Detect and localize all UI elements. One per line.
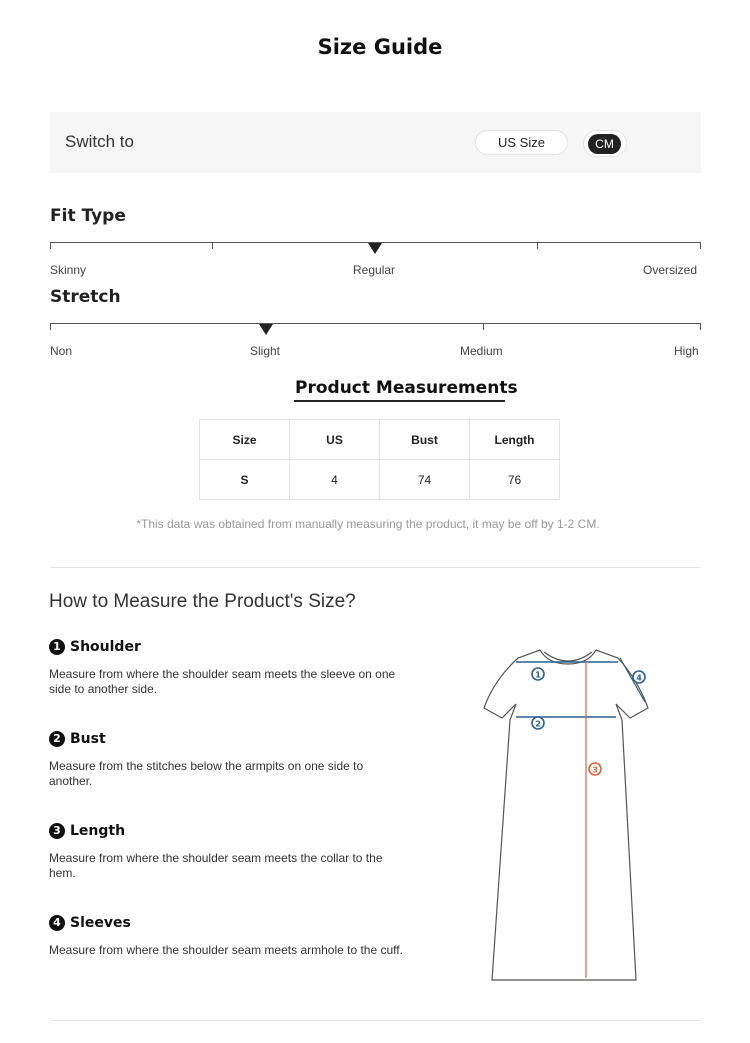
us-size-button[interactable]: US Size (475, 130, 568, 155)
step-4-number-icon: 4 (49, 915, 65, 931)
fit-label-skinny: Skinny (50, 263, 87, 277)
header-cell-bust: Bust (380, 420, 470, 460)
how-to-title: How to Measure the Product's Size? (49, 591, 356, 612)
step-description: Measure from the stitches below the armpits on one side to another. (49, 759, 364, 788)
cm-button-wrapper[interactable] (583, 130, 627, 157)
header-cell-us: US (290, 420, 380, 460)
stretch-heading: Stretch (50, 287, 121, 307)
switch-label: Switch to (65, 132, 134, 151)
cell-length: 76 (470, 460, 560, 500)
stretch-label-non: Non (50, 344, 73, 358)
measurements-table (199, 419, 560, 500)
divider-bottom (50, 1020, 701, 1021)
fit-type-marker-icon (368, 243, 382, 254)
table-row (200, 460, 560, 500)
fit-type-heading: Fit Type (50, 206, 126, 226)
product-measurements-title: Product Measurements (295, 378, 518, 398)
marker-label: 2 (535, 719, 541, 729)
step-name: Length (70, 823, 126, 839)
stretch-scale (50, 323, 701, 333)
cm-button[interactable]: CM (588, 134, 621, 154)
dress-measurement-diagram (478, 640, 658, 985)
marker-label: 3 (592, 765, 598, 775)
cell-size: S (200, 460, 290, 500)
unit-switch-bar (50, 112, 701, 173)
header-cell-length: Length (470, 420, 560, 460)
step-description: Measure from where the shoulder seam meets armhole to the cuff. (49, 943, 403, 957)
fit-label-regular: Regular (353, 263, 396, 277)
marker-label: 1 (535, 670, 541, 680)
step-name: Shoulder (70, 639, 141, 655)
step-name: Sleeves (70, 915, 131, 931)
dress-outline (484, 650, 648, 980)
step-shoulder (49, 638, 419, 697)
table-header-row (200, 420, 560, 460)
stretch-marker-icon (259, 324, 273, 335)
step-1-number-icon: 1 (49, 639, 65, 655)
step-3-number-icon: 3 (49, 823, 65, 839)
stretch-label-high: High (674, 344, 699, 358)
step-description: Measure from where the shoulder seam meets the sleeve on one side to another side. (49, 667, 396, 696)
fit-type-scale (50, 242, 701, 252)
step-length (49, 822, 419, 881)
title-underline (294, 400, 505, 402)
step-description: Measure from where the shoulder seam meets the collar to the hem. (49, 851, 383, 880)
fit-label-oversized: Oversized (643, 263, 698, 277)
stretch-label-slight: Slight (250, 344, 281, 358)
step-name: Bust (70, 731, 106, 747)
marker-label: 4 (636, 673, 642, 683)
step-2-number-icon: 2 (49, 731, 65, 747)
step-bust (49, 730, 419, 789)
cell-us: 4 (290, 460, 380, 500)
header-cell-size: Size (200, 420, 290, 460)
measurement-note: *This data was obtained from manually measuring the product, it may be off by 1-2 CM. (136, 517, 600, 531)
step-sleeves (49, 914, 419, 958)
stretch-label-medium: Medium (460, 344, 503, 358)
cell-bust: 74 (380, 460, 470, 500)
page-title: Size Guide (317, 35, 443, 59)
divider-top (50, 567, 701, 568)
